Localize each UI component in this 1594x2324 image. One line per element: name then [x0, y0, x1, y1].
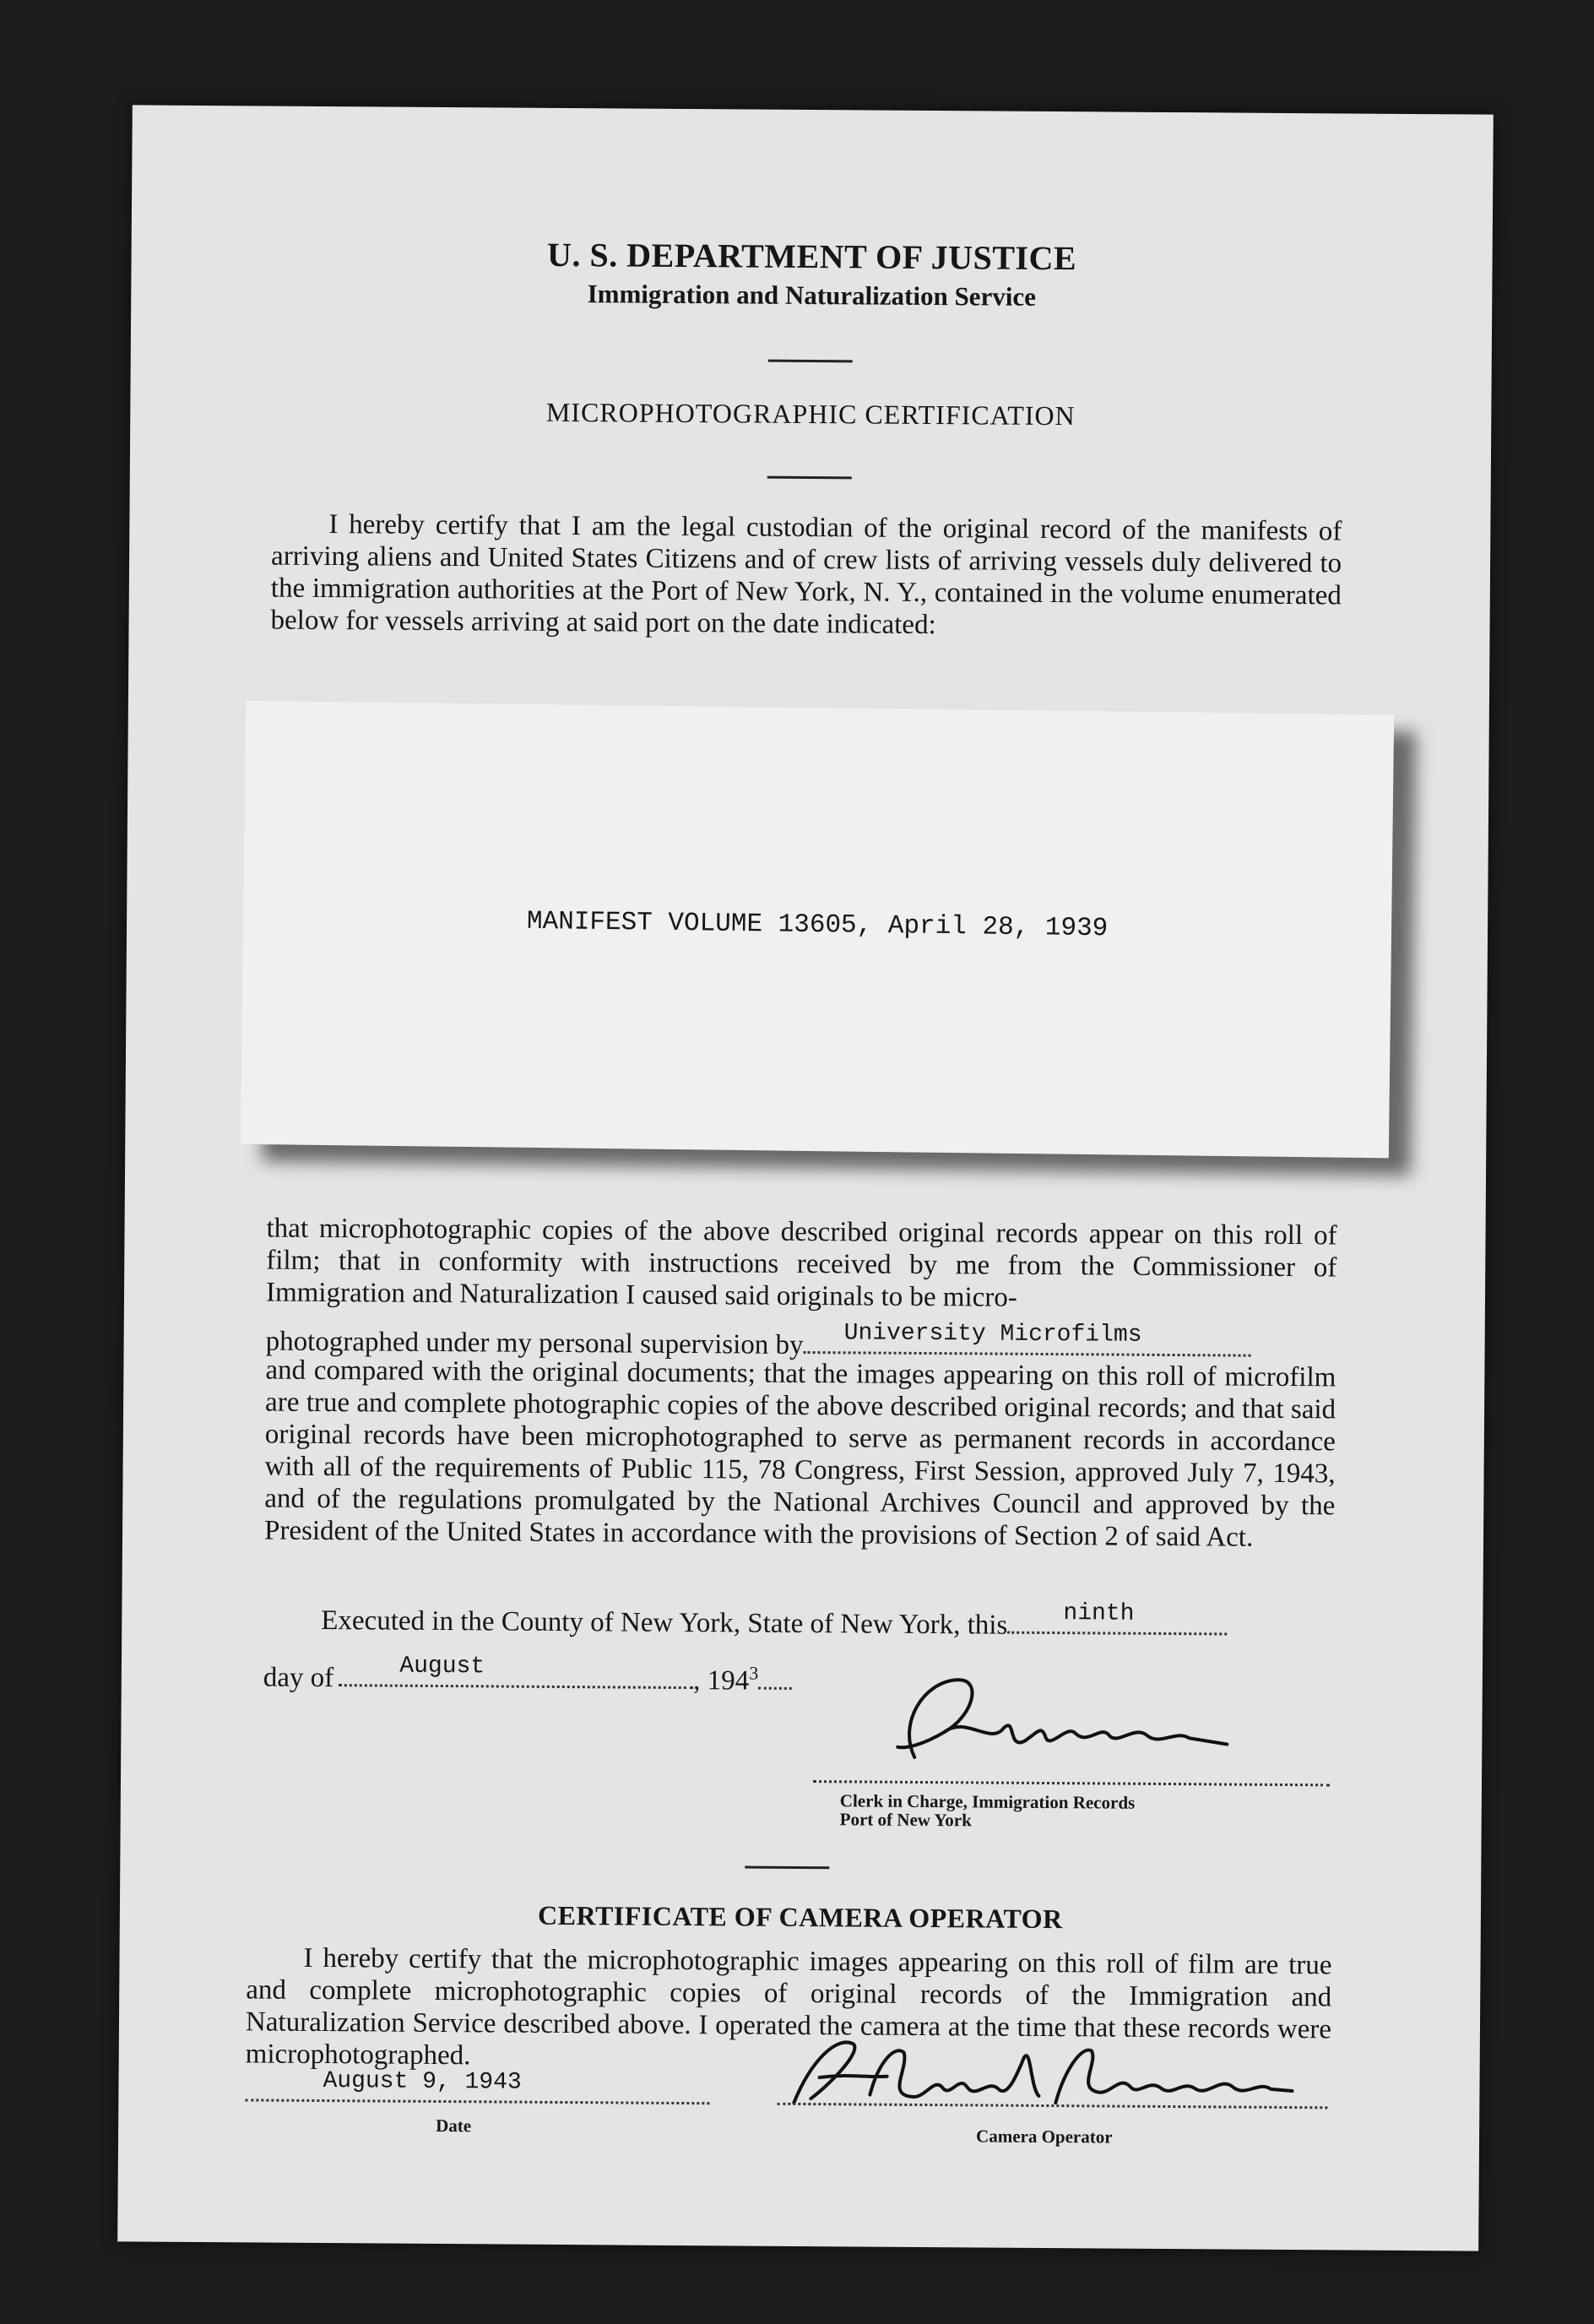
supervision-prefix: photographed under my personal supervision by — [265, 1326, 804, 1360]
year-blank — [758, 1662, 792, 1690]
executed-prefix: Executed in the County of New York, State of New York, this — [321, 1605, 1008, 1641]
month-blank — [339, 1653, 693, 1689]
operator-signature — [777, 2027, 1335, 2124]
day-of-prefix: day of — [263, 1662, 334, 1694]
certification-title: MICROPHOTOGRAPHIC CERTIFICATION — [545, 396, 1076, 432]
clerk-title: Clerk in Charge, Immigration Records — [839, 1790, 1136, 1813]
certificate-page — [117, 105, 1494, 2251]
divider — [768, 360, 853, 363]
volume-label: MANIFEST VOLUME 13605, April 28, 1939 — [526, 906, 1109, 944]
date-blank — [245, 2068, 709, 2104]
supervision-blank — [804, 1320, 1251, 1357]
divider — [745, 1866, 829, 1870]
year-value: 3 — [749, 1662, 759, 1684]
day-blank — [1007, 1600, 1227, 1636]
clerk-signature-line — [813, 1755, 1330, 1786]
camera-operator-title: CERTIFICATE OF CAMERA OPERATOR — [537, 1899, 1063, 1935]
year-prefix: , 194 — [693, 1665, 750, 1697]
clerk-location: Port of New York — [839, 1809, 972, 1831]
date-label: Date — [436, 2115, 472, 2137]
divider — [767, 476, 852, 480]
operator-signature-line — [777, 2077, 1327, 2110]
operator-date-value: August 9, 1943 — [323, 2068, 522, 2096]
day-value: ninth — [1063, 1600, 1135, 1627]
service-subtitle: Immigration and Naturalization Service — [587, 279, 1037, 312]
intro-paragraph: I hereby certify that I am the legal custodian of the original record of the manifests of arriving aliens and United States Citizens and of crew lists of arriving vessels duly delivered to the immigration authorities at the Port of New York, N. Y., contained in the volume enumerated below for vessels arriving at said port on the date indicated: — [270, 509, 1342, 641]
day-of-line — [263, 1653, 793, 1697]
volume-label-card — [241, 701, 1394, 1159]
body-paragraph-2: and compared with the original documents; that the images appearing on this roll of microfilm are true and complete photographic copies of the above described original records; and that said original records have been microphotographed to serve as permanent records in accordance with all of the requirements of Public 115, 78 Congress, First Session, approved July 7, 1943, and of the regulations promulgated by the National Archives Council and approved by the President of the United States in accordance with the provisions of Section 2 of said Act. — [263, 1355, 1336, 1553]
operator-label: Camera Operator — [976, 2126, 1113, 2148]
department-title: U. S. DEPARTMENT OF JUSTICE — [546, 235, 1077, 278]
supervision-value: University Microfilms — [843, 1320, 1142, 1349]
camera-operator-paragraph: I hereby certify that the microphotographic images appearing on this roll of film are true and complete microphotographic copies of original records of the Immigration and Naturalization Service described above. I operated the camera at the time that these records were microphotographed. — [245, 1942, 1332, 2072]
body-paragraph-1: that microphotographic copies of the above described original records appear on this roll of film; that in conformity with instructions received by me from the Commissioner of Immigration and Naturalization I caused said originals to be micro- — [265, 1213, 1337, 1313]
month-value: August — [399, 1653, 485, 1681]
executed-line — [321, 1601, 1227, 1643]
